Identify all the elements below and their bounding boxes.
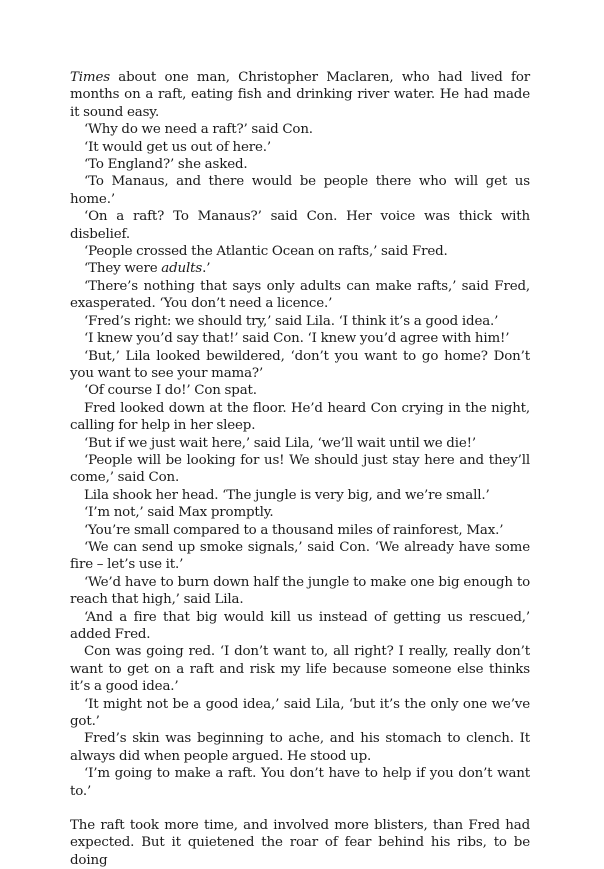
paragraph: ‘Why do we need a raft?’ said Con. [84,122,313,138]
paragraph: ‘Of course I do!’ Con spat. [84,383,257,399]
paragraph-continued: Times about one man, Christopher Maclaren, who had lived for months on a raft, eating fish and drinking river water. He had made it sound easy. [70,70,530,120]
paragraph: ‘To England?’ she asked. [84,157,248,173]
paragraph: ‘We’d have to burn down half the jungle to make one big enough to reach that high,’ said Lila. [70,574,530,608]
book-page [70,69,530,869]
paragraph: ‘To Manaus, and there would be people there who will get us home.’ [70,174,530,207]
paragraph: ‘We can send up smoke signals,’ said Con. ‘We already have some fire – let’s use it.’ [70,539,530,573]
paragraph: ‘Fred’s right: we should try,’ said Lila. ‘I think it’s a good idea.’ [84,313,499,329]
paragraph: Fred looked down at the floor. He’d heard Con crying in the night, calling for help in her sleep. [70,400,530,434]
paragraph: ‘And a fire that big would kill us instead of getting us rescued,’ added Fred. [70,609,530,642]
paragraph: ‘You’re small compared to a thousand miles of rainforest, Max.’ [84,522,504,538]
newspaper-title: Times [70,70,110,85]
paragraph: ‘People will be looking for us! We should just stay here and they’ll come,’ said Con. [70,452,530,486]
paragraph: ‘On a raft? To Manaus?’ said Con. Her voice was thick with disbelief. [70,209,530,242]
paragraph: ‘But if we just wait here,’ said Lila, ‘we’ll wait until we die!’ [84,435,476,451]
paragraph: Con was going red. ‘I don’t want to, all right? I really, really don’t want to get on a raft and risk my life because someone else thinks it’s a good idea.’ [70,644,530,695]
paragraph: ‘It would get us out of here.’ [84,139,272,155]
paragraph: ‘It might not be a good idea,’ said Lila, ‘but it’s the only one we’ve got.’ [70,696,530,730]
paragraph: Fred’s skin was beginning to ache, and his stomach to clench. It always did when people argued. He stood up. [70,731,530,764]
paragraph: ‘I’m going to make a raft. You don’t have to help if you don’t want to.’ [70,766,530,799]
emphasis: adults [161,261,203,277]
paragraph: ‘There’s nothing that says only adults can make rafts,’ said Fred, exasperated. ‘You don’t need a licence.’ [70,278,530,312]
paragraph: ‘I’m not,’ said Max promptly. [84,505,274,521]
paragraph: ‘But,’ Lila looked bewildered, ‘don’t you want to go home? Don’t you want to see your mama?’ [70,348,530,381]
paragraph-new-section: The raft took more time, and involved more blisters, than Fred had expected. But it quietened the roar of fear behind his ribs, to be doing [70,818,530,868]
paragraph: ‘They were adults.’ [84,261,211,277]
paragraph: ‘I knew you’d say that!’ said Con. ‘I knew you’d agree with him!’ [84,331,510,347]
paragraph: Lila shook her head. ‘The jungle is very big, and we’re small.’ [84,487,490,503]
paragraph: ‘People crossed the Atlantic Ocean on rafts,’ said Fred. [84,244,448,260]
